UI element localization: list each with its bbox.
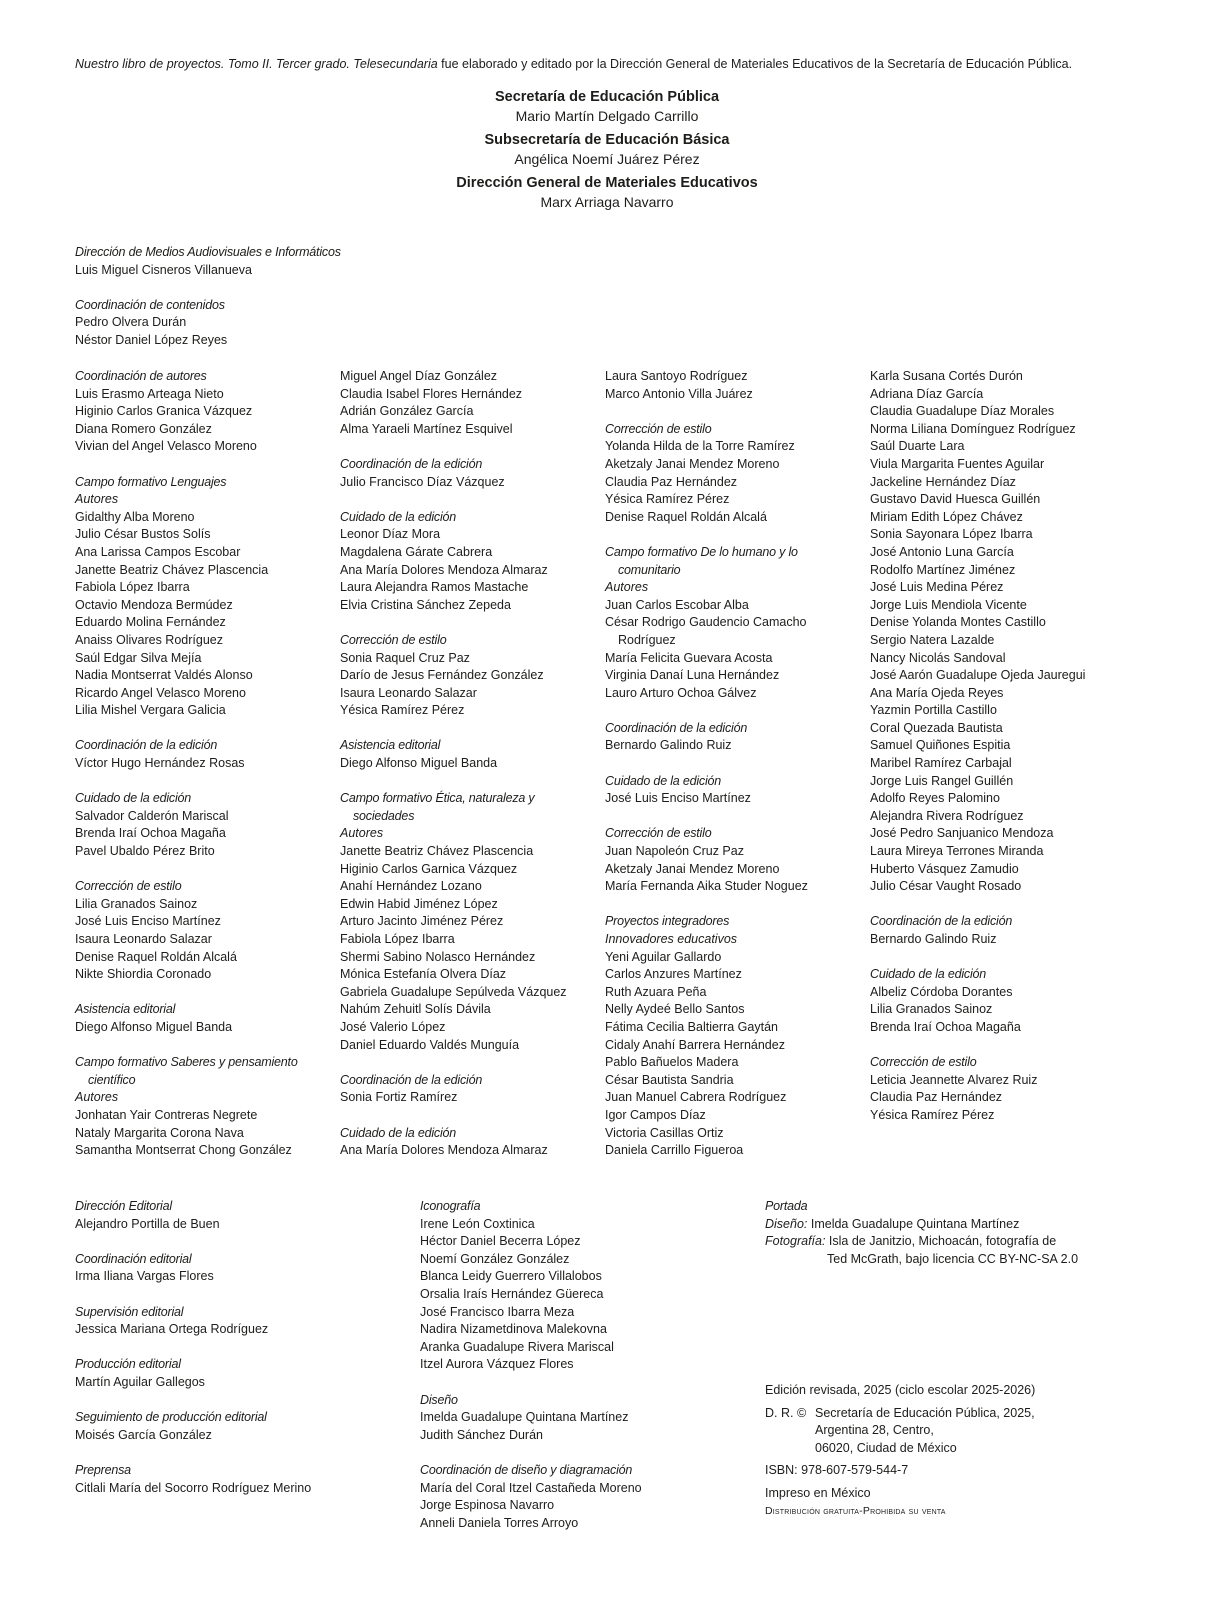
credit-section (605, 544, 830, 702)
credit-section (605, 913, 830, 1159)
credit-name: Octavio Mendoza Bermúdez (75, 597, 233, 612)
credit-name: Karla Susana Cortés Durón (870, 369, 1023, 383)
credit-section (340, 632, 595, 720)
copyright-lines (815, 1405, 1035, 1458)
credit-name: Ana María Ojeda Reyes (870, 685, 1004, 700)
credit-name: Laura Santoyo Rodríguez (605, 369, 748, 383)
credit-name: María Felicita Guevara Acosta (605, 650, 773, 665)
credit-name: Daniel Eduardo Valdés Munguía (340, 1037, 520, 1052)
foto-value: Isla de Janitzio, Michoacán, fotografía de (825, 1234, 1057, 1249)
credit-name: Nelly Aydeé Bello Santos (605, 1002, 745, 1017)
credit-name: Nahúm Zehuitl Solís Dávila (340, 1002, 491, 1017)
credit-name: Salvador Calderón Mariscal (75, 808, 229, 823)
distribution-notice (765, 1503, 1145, 1521)
authority-sep (0, 88, 1214, 126)
section-title: Coordinación de la edición (340, 1072, 483, 1087)
credit-name: Victoria Casillas Ortiz (605, 1125, 724, 1140)
credit-name: Imelda Guadalupe Quintana Martínez (420, 1410, 629, 1425)
credit-name: Aketzaly Janai Mendez Moreno (605, 861, 780, 876)
credit-name: Jonhatan Yair Contreras Negrete (75, 1107, 258, 1122)
copyright-line: Argentina 28, Centro, (815, 1423, 934, 1438)
distribution-text: Distribución gratuita-Prohibida su venta (765, 1504, 946, 1517)
diseno-value: Imelda Guadalupe Quintana Martínez (807, 1216, 1020, 1231)
credit-name: Igor Campos Díaz (605, 1107, 706, 1122)
section-subtitle: Innovadores educativos (605, 932, 738, 946)
authority-seb (0, 131, 1214, 169)
credit-name: Anaiss Olivares Rodríguez (75, 632, 223, 647)
section-title: Cuidado de la edición (870, 967, 987, 982)
credit-name: Jorge Luis Mendiola Vicente (870, 597, 1027, 612)
credit-name: Isaura Leonardo Salazar (75, 932, 212, 946)
credit-name: César Rodrigo Gaudencio Camacho Rodríguez (605, 615, 807, 647)
credit-name: Cidaly Anahí Barrera Hernández (605, 1037, 785, 1052)
credit-name: Janette Beatriz Chávez Plascencia (340, 844, 534, 859)
credit-name: Bernardo Galindo Ruiz (870, 932, 997, 946)
section-title: Cuidado de la edición (340, 1125, 457, 1140)
credit-name: Luis Miguel Cisneros Villanueva (75, 262, 252, 277)
credit-section (340, 737, 595, 772)
credit-name: Huberto Vásquez Zamudio (870, 861, 1019, 876)
credit-name: Claudia Paz Hernández (605, 474, 738, 489)
section-title: Cuidado de la edición (605, 773, 722, 788)
credit-name: Janette Beatriz Chávez Plascencia (75, 562, 269, 577)
credit-name: Brenda Iraí Ochoa Magaña (870, 1019, 1021, 1034)
credit-name: Claudia Isabel Flores Hernández (340, 386, 523, 401)
credit-name: Jorge Espinosa Navarro (420, 1498, 555, 1513)
section-title: Corrección de estilo (605, 421, 712, 436)
credit-name: Jorge Luis Rangel Guillén (870, 773, 1014, 788)
credit-name: Lilia Granados Sainoz (75, 896, 198, 911)
credit-name: Lilia Mishel Vergara Galicia (75, 703, 226, 718)
credit-name: Denise Raquel Roldán Alcalá (605, 509, 767, 524)
credit-name: Diego Alfonso Miguel Banda (75, 1019, 233, 1034)
org-name: Dirección General de Materiales Educativos (456, 175, 758, 191)
section-title: Producción editorial (75, 1357, 181, 1372)
credit-name: Yésica Ramírez Pérez (870, 1107, 995, 1122)
credit-section (75, 1356, 395, 1391)
credit-section (605, 720, 830, 755)
credit-section (605, 368, 830, 403)
credit-name: Ana María Dolores Mendoza Almaraz (340, 1143, 548, 1158)
copyright-label: D. R. © (765, 1405, 807, 1420)
credit-name: Ruth Azuara Peña (605, 984, 707, 999)
org-person: Mario Martín Delgado Carrillo (515, 108, 699, 124)
credit-name: Alma Yaraeli Martínez Esquivel (340, 421, 513, 436)
credit-name: Julio César Bustos Solís (75, 527, 211, 542)
section-title: Campo formativo Ética, naturaleza y sociedades (340, 791, 535, 823)
credit-name: Jackeline Hernández Díaz (870, 474, 1016, 489)
credit-name: Laura Alejandra Ramos Mastache (340, 580, 529, 595)
foto-label: Fotografía: (765, 1234, 826, 1249)
section-title: Supervisión editorial (75, 1304, 184, 1319)
credit-name: Anneli Daniela Torres Arroyo (420, 1515, 579, 1530)
credit-name: Saúl Duarte Lara (870, 439, 965, 454)
org-name: Secretaría de Educación Pública (494, 89, 720, 105)
credit-name: Isaura Leonardo Salazar (340, 685, 477, 700)
credit-name: Laura Mireya Terrones Miranda (870, 844, 1044, 859)
credit-name: José Valerio López (340, 1019, 446, 1034)
section-subtitle: Autores (605, 580, 649, 595)
credit-name: Eduardo Molina Fernández (75, 615, 226, 630)
edition-revised: Edición revisada, 2025 (ciclo escolar 2025-2026) (765, 1383, 1036, 1397)
section-title: Asistencia editorial (75, 1002, 176, 1017)
credits-column-2 (340, 368, 595, 1160)
credit-name: Leticia Jeannette Alvarez Ruiz (870, 1072, 1038, 1087)
credit-name: Diana Romero González (75, 421, 212, 436)
credit-name: Héctor Daniel Becerra López (420, 1234, 581, 1249)
credit-section (340, 509, 595, 615)
credit-name: Julio Francisco Díaz Vázquez (340, 474, 505, 489)
credit-name: José Antonio Luna García (870, 544, 1014, 559)
authorities (0, 88, 1214, 217)
portada-section (765, 1198, 1145, 1268)
credit-name: Aketzaly Janai Mendez Moreno (605, 456, 780, 471)
credit-section (75, 1462, 395, 1497)
section-title: Diseño (420, 1392, 458, 1407)
copyright-line: 06020, Ciudad de México (815, 1440, 957, 1455)
section-title: Proyectos integradores (605, 914, 730, 929)
credit-name: Néstor Daniel López Reyes (75, 332, 228, 347)
credit-name: Víctor Hugo Hernández Rosas (75, 756, 245, 771)
section-subtitle: Autores (75, 1090, 119, 1105)
credit-name: José Aarón Guadalupe Ojeda Jauregui (870, 668, 1086, 683)
credit-name: Gabriela Guadalupe Sepúlveda Vázquez (340, 984, 567, 999)
credit-name: José Pedro Sanjuanico Mendoza (870, 826, 1054, 841)
credit-name: Sonia Fortiz Ramírez (340, 1090, 458, 1105)
section-title: Coordinación de contenidos (75, 297, 225, 312)
credit-section (605, 421, 830, 527)
isbn: ISBN: 978-607-579-544-7 (765, 1463, 909, 1478)
credit-name: Rodolfo Martínez Jiménez (870, 562, 1016, 577)
credit-name: Nikte Shiordia Coronado (75, 967, 212, 982)
section-title: Corrección de estilo (75, 879, 182, 894)
section-title: Coordinación de la edición (340, 456, 483, 471)
credit-name: Yazmin Portilla Castillo (870, 703, 997, 718)
credit-name: Juan Manuel Cabrera Rodríguez (605, 1090, 787, 1105)
credit-name: Yolanda Hilda de la Torre Ramírez (605, 439, 795, 454)
credit-name: Gidalthy Alba Moreno (75, 509, 195, 524)
section-title: Coordinación de autores (75, 369, 207, 383)
credit-name: Carlos Anzures Martínez (605, 967, 742, 982)
credit-name: Yeni Aguilar Gallardo (605, 949, 722, 964)
credit-section (75, 1304, 395, 1339)
credit-name: Virginia Danaí Luna Hernández (605, 668, 780, 683)
section-title: Campo formativo De lo humano y lo comunitario (605, 544, 798, 577)
credit-section (605, 773, 830, 808)
credit-name: José Luis Enciso Martínez (605, 791, 751, 806)
credit-name: Mónica Estefanía Olvera Díaz (340, 967, 507, 982)
credit-name: Albeliz Córdoba Dorantes (870, 984, 1013, 999)
credit-name: Norma Liliana Domínguez Rodríguez (870, 421, 1076, 436)
credit-name: Miguel Angel Díaz González (340, 369, 498, 383)
credit-name: Claudia Paz Hernández (870, 1090, 1003, 1105)
credit-section (75, 1054, 330, 1160)
credit-name: Adolfo Reyes Palomino (870, 791, 1000, 806)
credit-name: Fabiola López Ibarra (75, 580, 190, 595)
credit-name: Lilia Granados Sainoz (870, 1002, 993, 1017)
edition-section (765, 1382, 1145, 1520)
credit-name: Higinio Carlos Garnica Vázquez (340, 861, 518, 876)
portada-diseno (765, 1216, 1145, 1234)
credit-section (75, 1251, 395, 1286)
credit-name: Brenda Iraí Ochoa Magaña (75, 826, 226, 841)
credit-name: Pablo Bañuelos Madera (605, 1055, 739, 1070)
credit-section (75, 1409, 395, 1444)
credit-name: Citlali María del Socorro Rodríguez Merino (75, 1480, 312, 1495)
credit-name: Magdalena Gárate Cabrera (340, 544, 493, 559)
book-title: Nuestro libro de proyectos. Tomo II. Tercer grado. Telesecundaria (75, 57, 438, 71)
credit-name: Luis Erasmo Arteaga Nieto (75, 386, 224, 401)
credit-section (340, 1125, 595, 1160)
credit-name: Juan Carlos Escobar Alba (605, 597, 749, 612)
credit-name: Samuel Quiñones Espitia (870, 738, 1011, 753)
section-title: Corrección de estilo (870, 1055, 977, 1070)
credit-name: Sonia Sayonara López Ibarra (870, 527, 1033, 542)
credit-name: Edwin Habid Jiménez López (340, 896, 498, 911)
credit-name: Gustavo David Huesca Guillén (870, 492, 1041, 507)
credit-name: Elvia Cristina Sánchez Zepeda (340, 597, 511, 612)
credit-name: Ana María Dolores Mendoza Almaraz (340, 562, 548, 577)
credit-name: Blanca Leidy Guerrero Villalobos (420, 1269, 602, 1284)
section-title: Asistencia editorial (340, 738, 441, 753)
credit-name: Adrián González García (340, 404, 474, 419)
credit-name: Adriana Díaz García (870, 386, 984, 401)
credit-name: Pavel Ubaldo Pérez Brito (75, 844, 215, 859)
credit-section (75, 1198, 395, 1233)
credits-column-1 (75, 368, 330, 1160)
credit-section (75, 297, 475, 350)
section-title: Coordinación de la edición (75, 738, 218, 753)
credit-name: Ricardo Angel Velasco Moreno (75, 685, 246, 700)
credit-name: Darío de Jesus Fernández González (340, 668, 544, 683)
credit-name: Arturo Jacinto Jiménez Pérez (340, 914, 504, 929)
credit-name: María Fernanda Aika Studer Noguez (605, 879, 808, 894)
section-title: Dirección de Medios Audiovisuales e Informáticos (75, 245, 341, 259)
credit-section (870, 966, 1110, 1036)
credit-section (340, 368, 595, 438)
credit-name: Samantha Montserrat Chong González (75, 1143, 292, 1158)
credit-name: Aranka Guadalupe Rivera Mariscal (420, 1339, 614, 1354)
credit-name: José Francisco Ibarra Meza (420, 1304, 575, 1319)
credit-name: Leonor Díaz Mora (340, 527, 441, 542)
section-subtitle: Autores (340, 826, 384, 841)
credit-section (340, 790, 595, 1054)
credit-name: Orsalia Iraís Hernández Güereca (420, 1286, 604, 1301)
section-title: Coordinación de la edición (605, 720, 748, 735)
top-credits (75, 244, 475, 350)
credit-name: Lauro Arturo Ochoa Gálvez (605, 685, 757, 700)
section-title: Corrección de estilo (340, 632, 447, 647)
credit-name: Bernardo Galindo Ruiz (605, 738, 732, 753)
credits-column-4 (870, 368, 1110, 1125)
credit-section (340, 1072, 595, 1107)
credit-name: Saúl Edgar Silva Mejía (75, 650, 202, 665)
credit-section (870, 368, 1110, 896)
section-title: Iconografía (420, 1199, 481, 1213)
credit-section (870, 913, 1110, 948)
credit-name: Juan Napoleón Cruz Paz (605, 844, 744, 859)
credit-section (420, 1198, 740, 1374)
portada-title: Portada (765, 1199, 808, 1213)
portada-foto (765, 1233, 1145, 1251)
credit-name: Higinio Carlos Granica Vázquez (75, 404, 253, 419)
section-title: Coordinación de diseño y diagramación (420, 1462, 633, 1477)
credit-name: Nataly Margarita Corona Nava (75, 1125, 244, 1140)
credit-name: Jessica Mariana Ortega Rodríguez (75, 1322, 269, 1337)
credit-section (75, 790, 330, 860)
intro-text: fue elaborado y editado por la Dirección General de Materiales Educativos de la Secretaría de Educación Pública. (437, 57, 1073, 71)
credit-section (420, 1462, 740, 1532)
credit-section (75, 244, 475, 279)
credit-name: José Luis Enciso Martínez (75, 914, 221, 929)
credit-name: Vivian del Angel Velasco Moreno (75, 439, 257, 454)
section-subtitle: Autores (75, 492, 119, 507)
credit-name: Nancy Nicolás Sandoval (870, 650, 1006, 665)
credit-name: César Bautista Sandria (605, 1072, 734, 1087)
credit-section (420, 1392, 740, 1445)
credit-name: Julio César Vaught Rosado (870, 879, 1022, 894)
credit-name: Noemí González González (420, 1251, 570, 1266)
credit-name: Pedro Olvera Durán (75, 315, 187, 330)
credit-name: Irma Iliana Vargas Flores (75, 1269, 214, 1284)
credit-name: Sonia Raquel Cruz Paz (340, 650, 470, 665)
org-person: Marx Arriaga Navarro (540, 194, 674, 210)
intro-paragraph (75, 56, 1155, 72)
editorial-column (75, 1198, 395, 1497)
credit-name: Fabiola López Ibarra (340, 932, 455, 946)
foto-value-cont: Ted McGrath, bajo licencia CC BY-NC-SA 2.0 (827, 1251, 1079, 1266)
credits-column-3 (605, 368, 830, 1160)
credit-name: Viula Margarita Fuentes Aguilar (870, 456, 1045, 471)
section-title: Coordinación de la edición (870, 914, 1013, 929)
credit-name: Maribel Ramírez Carbajal (870, 756, 1012, 771)
credit-name: Claudia Guadalupe Díaz Morales (870, 404, 1055, 419)
section-title: Coordinación editorial (75, 1251, 192, 1266)
section-title: Cuidado de la edición (75, 791, 192, 806)
credit-name: María del Coral Itzel Castañeda Moreno (420, 1480, 642, 1495)
credit-name: Marco Antonio Villa Juárez (605, 386, 753, 401)
credit-name: Alejandra Rivera Rodríguez (870, 808, 1024, 823)
credit-name: Shermi Sabino Nolasco Hernández (340, 949, 536, 964)
copyright-line: Secretaría de Educación Pública, 2025, (815, 1405, 1035, 1420)
credit-name: Miriam Edith López Chávez (870, 509, 1023, 524)
credit-name: Denise Yolanda Montes Castillo (870, 615, 1046, 630)
credit-name: Yésica Ramírez Pérez (605, 492, 730, 507)
credit-name: Denise Raquel Roldán Alcalá (75, 949, 237, 964)
credit-name: Sergio Natera Lazalde (870, 632, 995, 647)
diseno-label: Diseño: (765, 1216, 808, 1231)
credit-name: Irene León Coxtinica (420, 1216, 535, 1231)
credit-name: Daniela Carrillo Figueroa (605, 1143, 744, 1158)
credit-section (605, 825, 830, 895)
credit-name: Fátima Cecilia Baltierra Gaytán (605, 1019, 778, 1034)
credit-name: Diego Alfonso Miguel Banda (340, 756, 498, 771)
credit-section (75, 878, 330, 984)
credit-section (870, 1054, 1110, 1124)
credit-name: Itzel Aurora Vázquez Flores (420, 1357, 574, 1372)
authority-dgme (0, 174, 1214, 212)
credit-name: Yésica Ramírez Pérez (340, 703, 465, 718)
credit-name: Judith Sánchez Durán (420, 1427, 543, 1442)
credit-section (75, 1001, 330, 1036)
credit-name: Alejandro Portilla de Buen (75, 1216, 220, 1231)
credit-section (75, 474, 330, 720)
section-title: Corrección de estilo (605, 826, 712, 841)
section-title: Campo formativo Saberes y pensamiento científico (75, 1055, 298, 1087)
credit-name: Martín Aguilar Gallegos (75, 1374, 205, 1389)
org-name: Subsecretaría de Educación Básica (484, 132, 730, 148)
printed-in: Impreso en México (765, 1485, 871, 1500)
copyright (765, 1405, 1145, 1458)
credit-name: Coral Quezada Bautista (870, 720, 1003, 735)
section-title: Dirección Editorial (75, 1199, 172, 1213)
credit-name: Nadia Montserrat Valdés Alonso (75, 668, 253, 683)
credit-name: Ana Larissa Campos Escobar (75, 544, 241, 559)
credit-name: Nadira Nizametdinova Malekovna (420, 1322, 607, 1337)
credit-section (75, 368, 330, 456)
credit-name: Moisés García González (75, 1427, 212, 1442)
section-title: Preprensa (75, 1462, 131, 1477)
org-person: Angélica Noemí Juárez Pérez (514, 151, 700, 167)
credit-section (75, 737, 330, 772)
design-column (420, 1198, 740, 1532)
credit-section (340, 456, 595, 491)
section-title: Seguimiento de producción editorial (75, 1410, 267, 1425)
section-title: Cuidado de la edición (340, 509, 457, 524)
credit-name: Anahí Hernández Lozano (340, 879, 482, 894)
credit-name: José Luis Medina Pérez (870, 580, 1004, 595)
section-title: Campo formativo Lenguajes (75, 474, 227, 489)
